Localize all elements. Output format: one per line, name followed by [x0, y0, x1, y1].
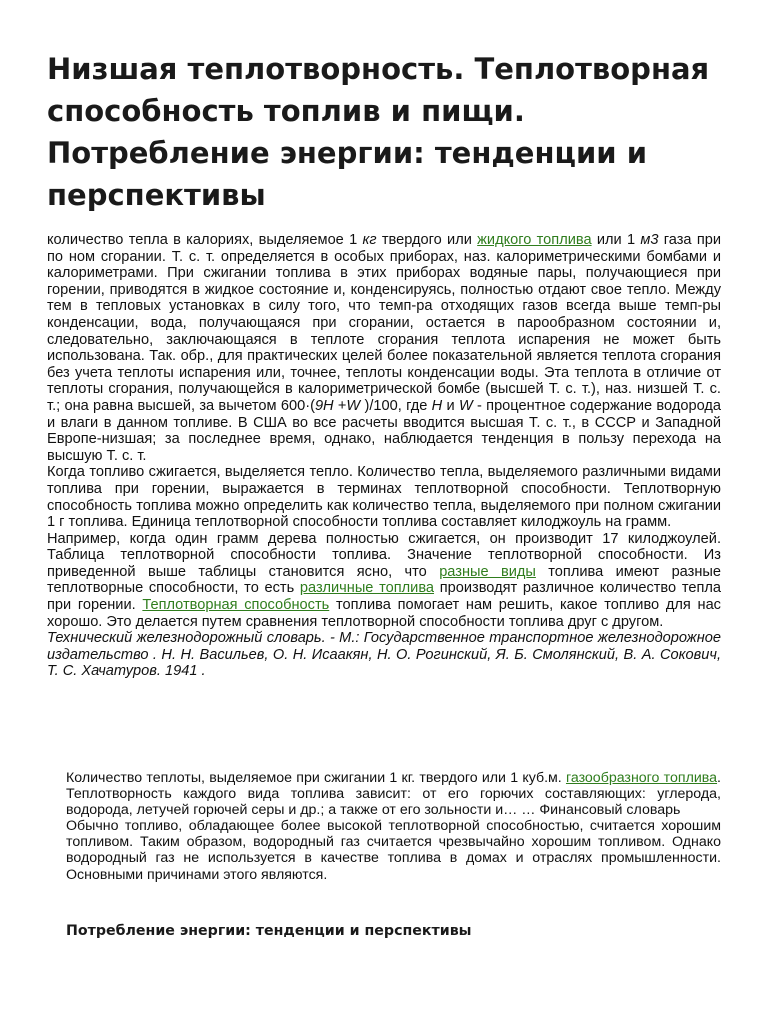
- formula-var: H: [431, 397, 443, 414]
- text-fragment: твердого или: [376, 232, 478, 248]
- text-fragment: топлива имеют разные теплотворные способности, то есть: [47, 563, 721, 597]
- text-fragment: - процентное содержание водорода и влаги в данном топливе. В США во все расчеты вводится высшая Т. с. т., в СССР и Западной Европе-низшая; за последнее время, однако, наблюдается тенденция в пользу перехода на высшую Т. с. т.: [47, 397, 721, 464]
- text-fragment: производят различное количество тепла при горении.: [47, 580, 721, 614]
- text-fragment: +: [333, 397, 347, 414]
- link-gaseous-fuel[interactable]: газообразного топлива: [565, 770, 718, 786]
- text-fragment: Количество теплоты, выделяемое при сжигании 1 кг. твердого или 1 куб.м.: [66, 770, 566, 786]
- link-fuel-types[interactable]: разные виды: [439, 563, 536, 580]
- related-entry: [66, 770, 721, 883]
- text-fragment: и: [442, 397, 459, 414]
- formula-var: 9H: [314, 397, 334, 414]
- section-heading: Потребление энергии: тенденции и перспективы: [66, 923, 472, 939]
- formula-var: W: [346, 397, 361, 414]
- link-various-fuels[interactable]: различные топлива: [299, 580, 435, 597]
- link-calorific-value[interactable]: Теплотворная способность: [142, 597, 330, 614]
- source-citation: Технический железнодорожный словарь. - М.: Государственное транспортное железнодорожное издательство . Н. Н. Васильев, О. Н. Исаакян, Н. О. Рогинский, Я. Б. Смолянский, В. А. Сокович, Т. С. Хачатуров. 1941 .: [47, 630, 721, 680]
- unit-m3: м3: [640, 232, 659, 248]
- formula-var: W: [458, 397, 473, 414]
- text-fragment: или 1: [591, 232, 641, 248]
- related-paragraph-hydrogen: Обычно топливо, обладающее более высокой теплотворной способностью, считается хорошим топливом. Таким образом, водородный газ считается чрезвычайно хорошим топливом. Однако водородный газ не используется в качестве топлива в домах и отраслях промышленности. Основными причинами этого являются.: [66, 818, 721, 883]
- text-fragment: )/100, где: [360, 397, 432, 414]
- text-fragment: . Теплотворность каждого вида топлива зависит: от его горючих составляющих: углерода, водорода, летучей горючей серы и др.; а также от его зольности и… … Финансовый словарь: [66, 770, 721, 819]
- text-fragment: топлива помогает нам решить, какое топливо для нас хорошо. Это делается путем сравнения теплотворной способности топлива друг с другом.: [47, 597, 721, 630]
- link-liquid-fuel[interactable]: жидкого топлива: [477, 232, 592, 248]
- paragraph-example: [47, 531, 721, 631]
- text-fragment: Например, когда один грамм дерева полностью сжигается, он производит 17 килоджоулей. Таблица теплотворной способности топлива. Значение теплотворной способности. Из приведенной выше таблицы становится ясно, что: [47, 530, 721, 580]
- text-fragment: газа при по ном сгорании. Т. с. т. определяется в особых приборах, наз. калориметрическими бомбами и калориметрами. При сжигании топлива в этих приборах водяные пары, получающиеся при горении, приводятся в жидкое состояние и, конденсируясь, полностью отдают свое тепло. Между тем в тепловых установках в силу того, что темп-ра отходящих газов всегда выше темп-ры конденсации, вода, получающаяся при сгорании, остается в парообразном состоянии и, следовательно, заключающаяся в теплоте сгорания теплота испарения не может быть использована. Так. обр., для практических целей более показательной является теплота сгорания без учета теплоты испарения или, точнее, теплоты конденсации воды. Эта теплота в отличие от теплоты сгорания, получающейся в калориметрической бомбе (высшей Т. с. т.), наз. низшей Т. с. т.; она равна высшей, за вычетом 600·(: [47, 232, 721, 414]
- related-paragraph: [66, 770, 721, 818]
- page-title: Низшая теплотворность. Теплотворная способность топлив и пищи. Потребление энергии: тенденции и перспективы: [47, 52, 710, 212]
- text-fragment: количество тепла в калориях, выделяемое 1: [47, 232, 363, 248]
- unit-kg: кг: [362, 232, 377, 248]
- paragraph-definition: [47, 232, 721, 464]
- paragraph-calorific-value: Когда топливо сжигается, выделяется тепло. Количество тепла, выделяемого различными видами топлива при горении, выражается в терминах теплотворной способности. Теплотворную способность топлива можно определить как количество тепла, выделяемого при полном сжигании 1 г топлива. Единица теплотворной способности топлива составляет килоджоуль на грамм.: [47, 464, 721, 531]
- article-body: [47, 232, 721, 680]
